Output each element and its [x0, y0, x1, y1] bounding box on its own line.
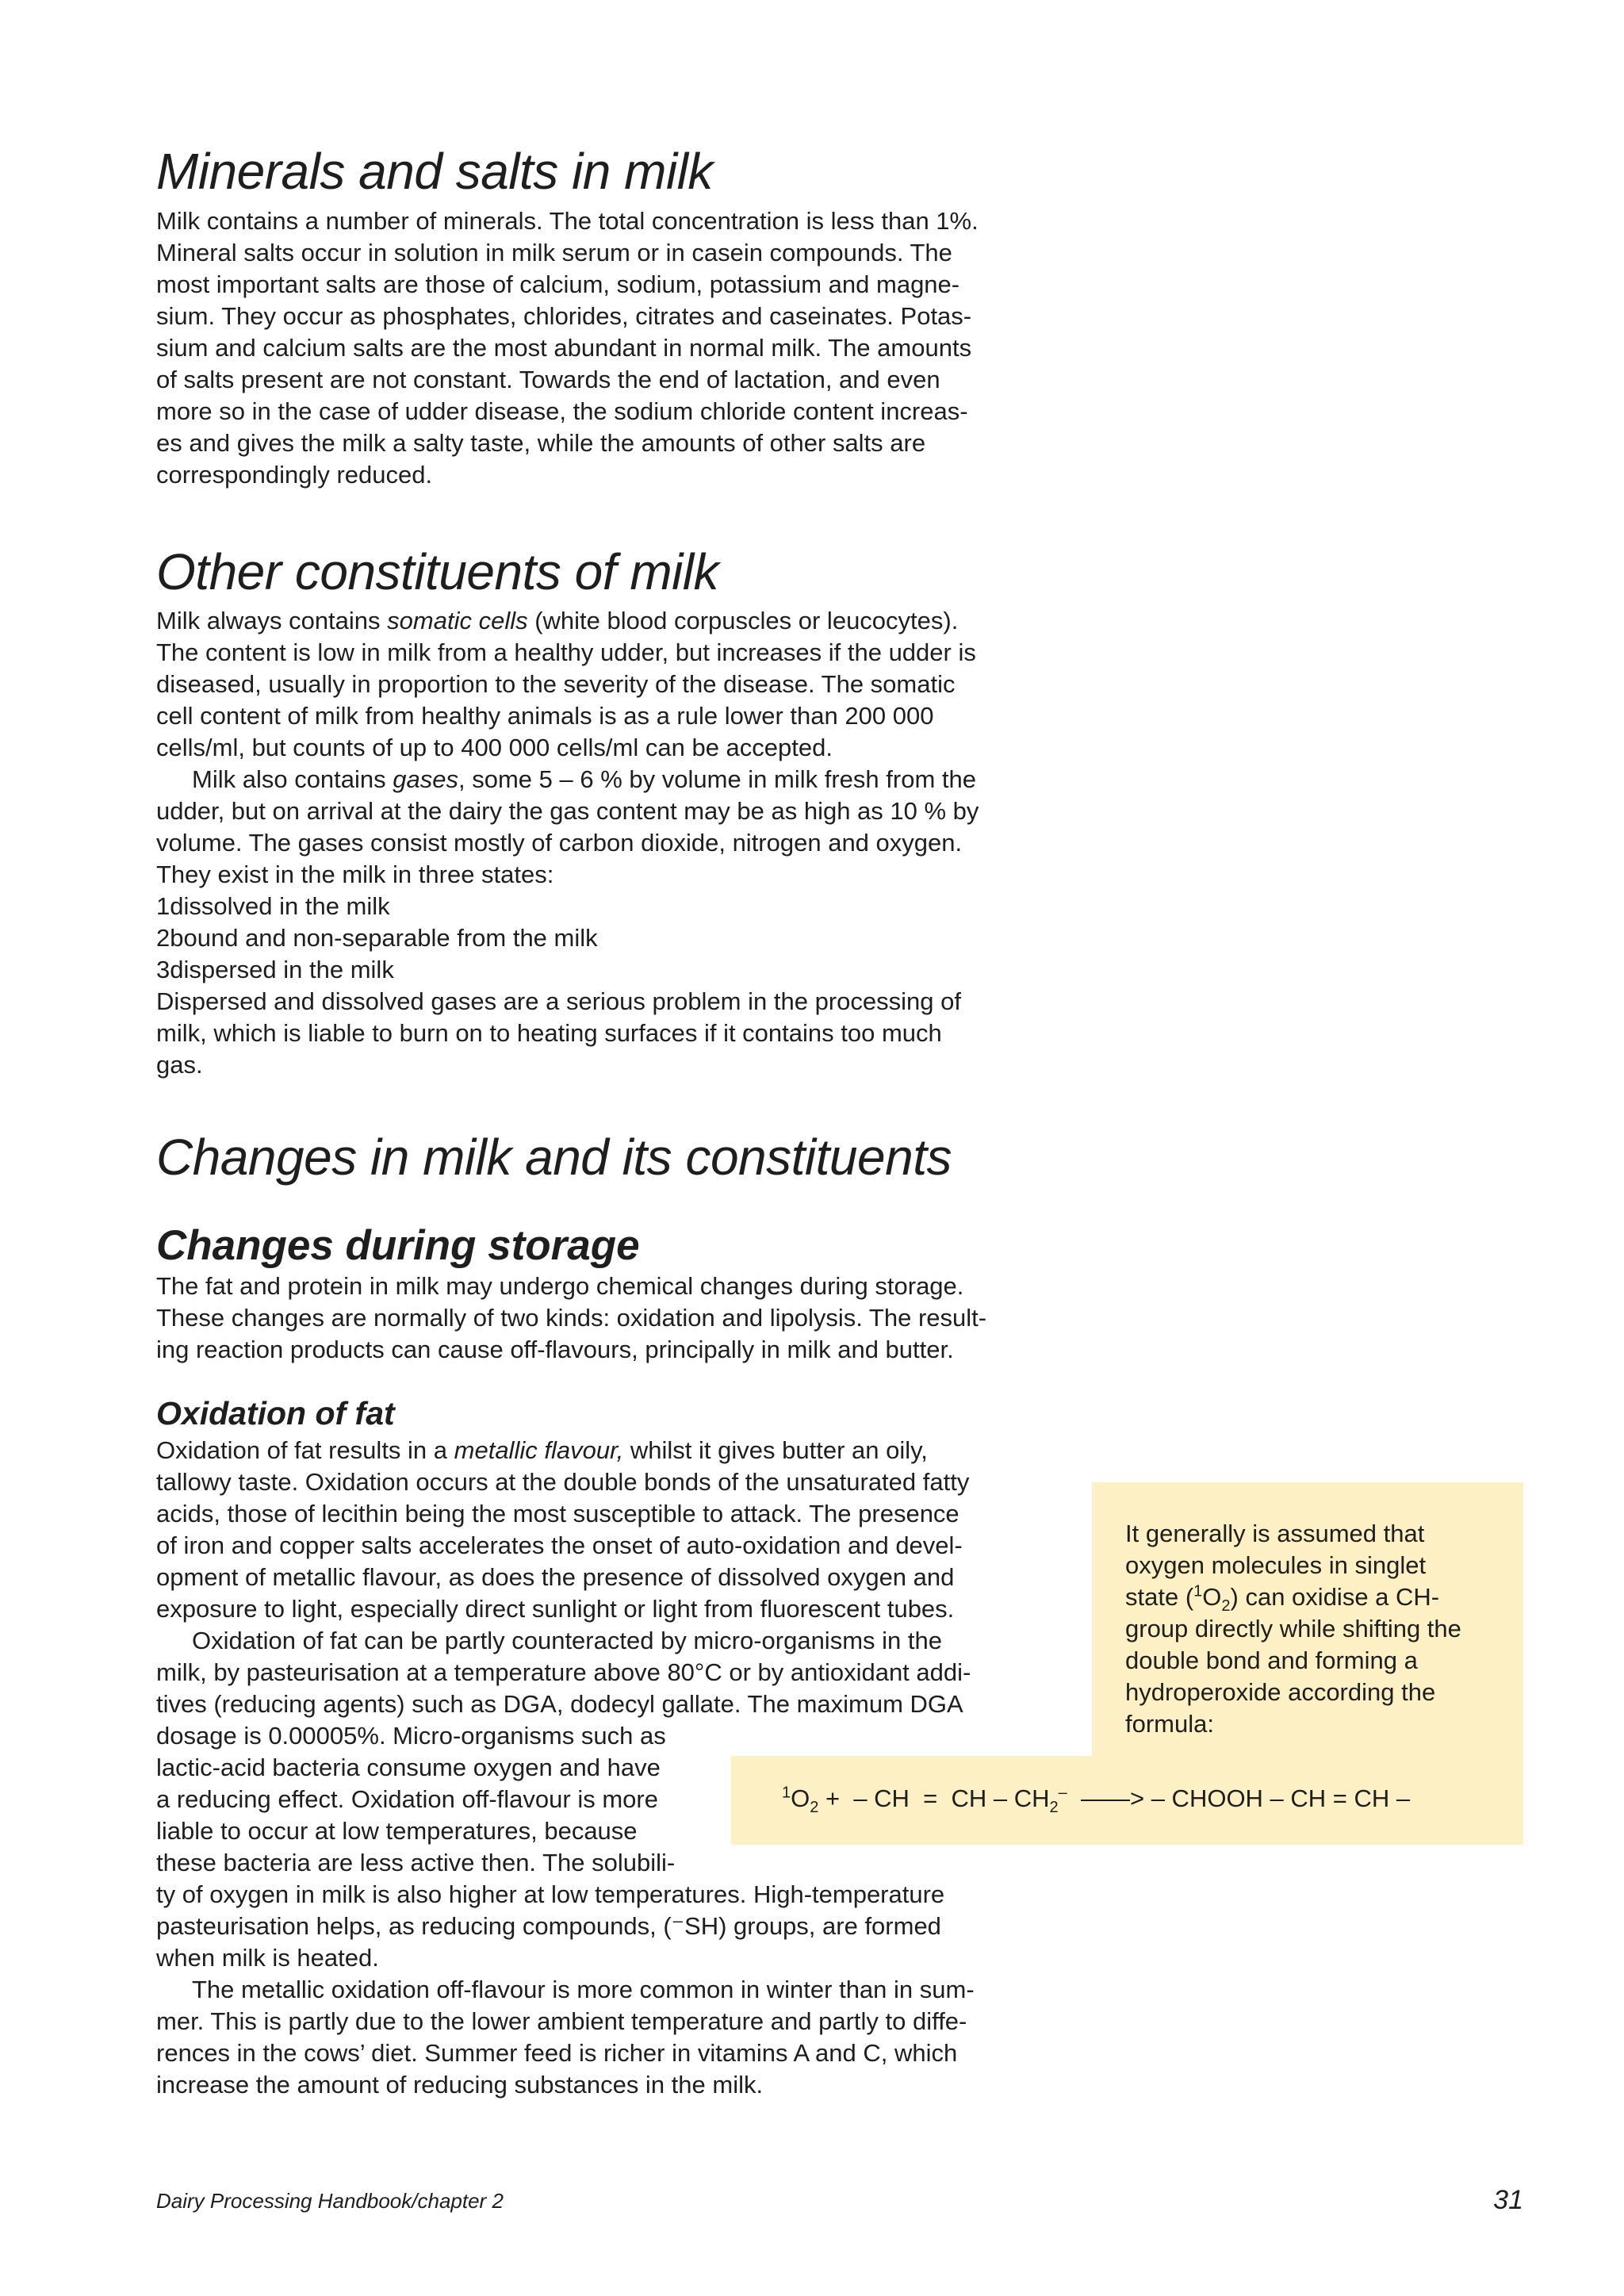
sidebar-note: It generally is assumed that oxygen molecules in singlet state $(^1O_2)$ can oxidise a CH- group directly while shifting the double bond and forming a hydroperoxide according the formula: [1125, 1520, 1461, 1738]
heading-other-constituents: Other constituents of milk [156, 543, 719, 600]
heading-changes: Changes in milk and its constituents [156, 1129, 952, 1186]
oxidation-paragraph: Oxidation of fat results in a metallic flavour, whilst it gives butter an oily, tallowy taste. Oxidation occurs at the double bonds of the unsaturated fatty acids, those of lecithin being the most susceptible to attack. The presence of iron and copper salts accelerates the onset of auto-oxidation and devel- opment of metallic flavour, as does the presence of dissolved oxygen and exposure to light, especially direct sunlight or light from fluorescent tubes. Oxidation of fat can be partly counteracted by micro-organisms in the milk, by pasteurisation at a temperature above 80°C or by antioxidant addi- tives (reducing agents) such as DGA, dodecyl gallate. The maximum DGA dosage is 0.00005%. Micro-organisms such as lactic-acid bacteria consume oxygen and have a reducing effect. Oxidation off-flavour is more liable to occur at low temperatures, because these bacteria are less active then. The solubili- ty of oxygen in milk is also higher at low temperatures. High-temperature pasteurisation helps, as reducing compounds, (⁻SH) groups, are formed when milk is heated. The metallic oxidation off-flavour is more common in winter than in sum- mer. This is partly due to the lower ambient temperature and partly to diffe- rences in the cows’ diet. Summer feed is richer in vitamins A and C, which increase the amount of reducing substances in the milk. [156, 1436, 975, 2099]
other-constituents-paragraph: Milk always contains somatic cells (white blood corpuscles or leucocytes). The content is low in milk from a healthy udder, but increases if the udder is diseased, usually in proportion to the severity of the disease. The somatic cell content of milk from healthy animals is as a rule lower than 200 000 cells/ml, but counts of up to 400 000 cells/ml can be accepted. Milk also contains gases, some 5 – 6 % by volume in milk fresh from the udder, but on arrival at the dairy the gas content may be as high as 10 % by volume. The gases consist mostly of carbon dioxide, nitrogen and oxygen. They exist in the milk in three states: 1dissolved in the milk 2bound and non-separable from the milk 3dispersed in the milk Dispersed and dissolved gases are a serious problem in the processing of milk, which is liable to burn on to heating surfaces if it contains too much gas. [156, 607, 979, 1079]
list-item: 3dispersed in the milk [156, 956, 394, 983]
heading-oxidation-of-fat: Oxidation of fat [156, 1395, 395, 1432]
heading-minerals: Minerals and salts in milk [156, 143, 713, 200]
storage-paragraph: The fat and protein in milk may undergo chemical changes during storage. These changes are normally of two kinds: oxidation and lipolysis. The result- ing reaction products can cause off-flavours, principally in milk and butter. [156, 1272, 987, 1363]
footer-title: Dairy Processing Handbook/chapter 2 [156, 2189, 504, 2213]
list-item: 1dissolved in the milk [156, 892, 390, 920]
list-item: 2bound and non-separable from the milk [156, 924, 598, 952]
minerals-paragraph: Milk contains a number of minerals. The total concentration is less than 1%. Mineral salts occur in solution in milk serum or in casein compounds. The most important salts are those of calcium, sodium, potassium and magne- sium. They occur as phosphates, chlorides, citrates and caseinates. Potas- sium and calcium salts are the most abundant in normal milk. The amounts of salts present are not constant. Towards the end of lactation, and even more so in the case of udder disease, the sodium chloride content increas- es and gives the milk a salty taste, while the amounts of other salts are correspondingly reduced. [156, 207, 979, 489]
page-number: 31 [1493, 2185, 1523, 2215]
oxidation-formula: $^1O_2$ + – CH = CH – $CH_2^-$ ——> – CHOOH – CH = CH – [782, 1784, 1411, 1817]
heading-changes-during-storage: Changes during storage [156, 1222, 640, 1269]
